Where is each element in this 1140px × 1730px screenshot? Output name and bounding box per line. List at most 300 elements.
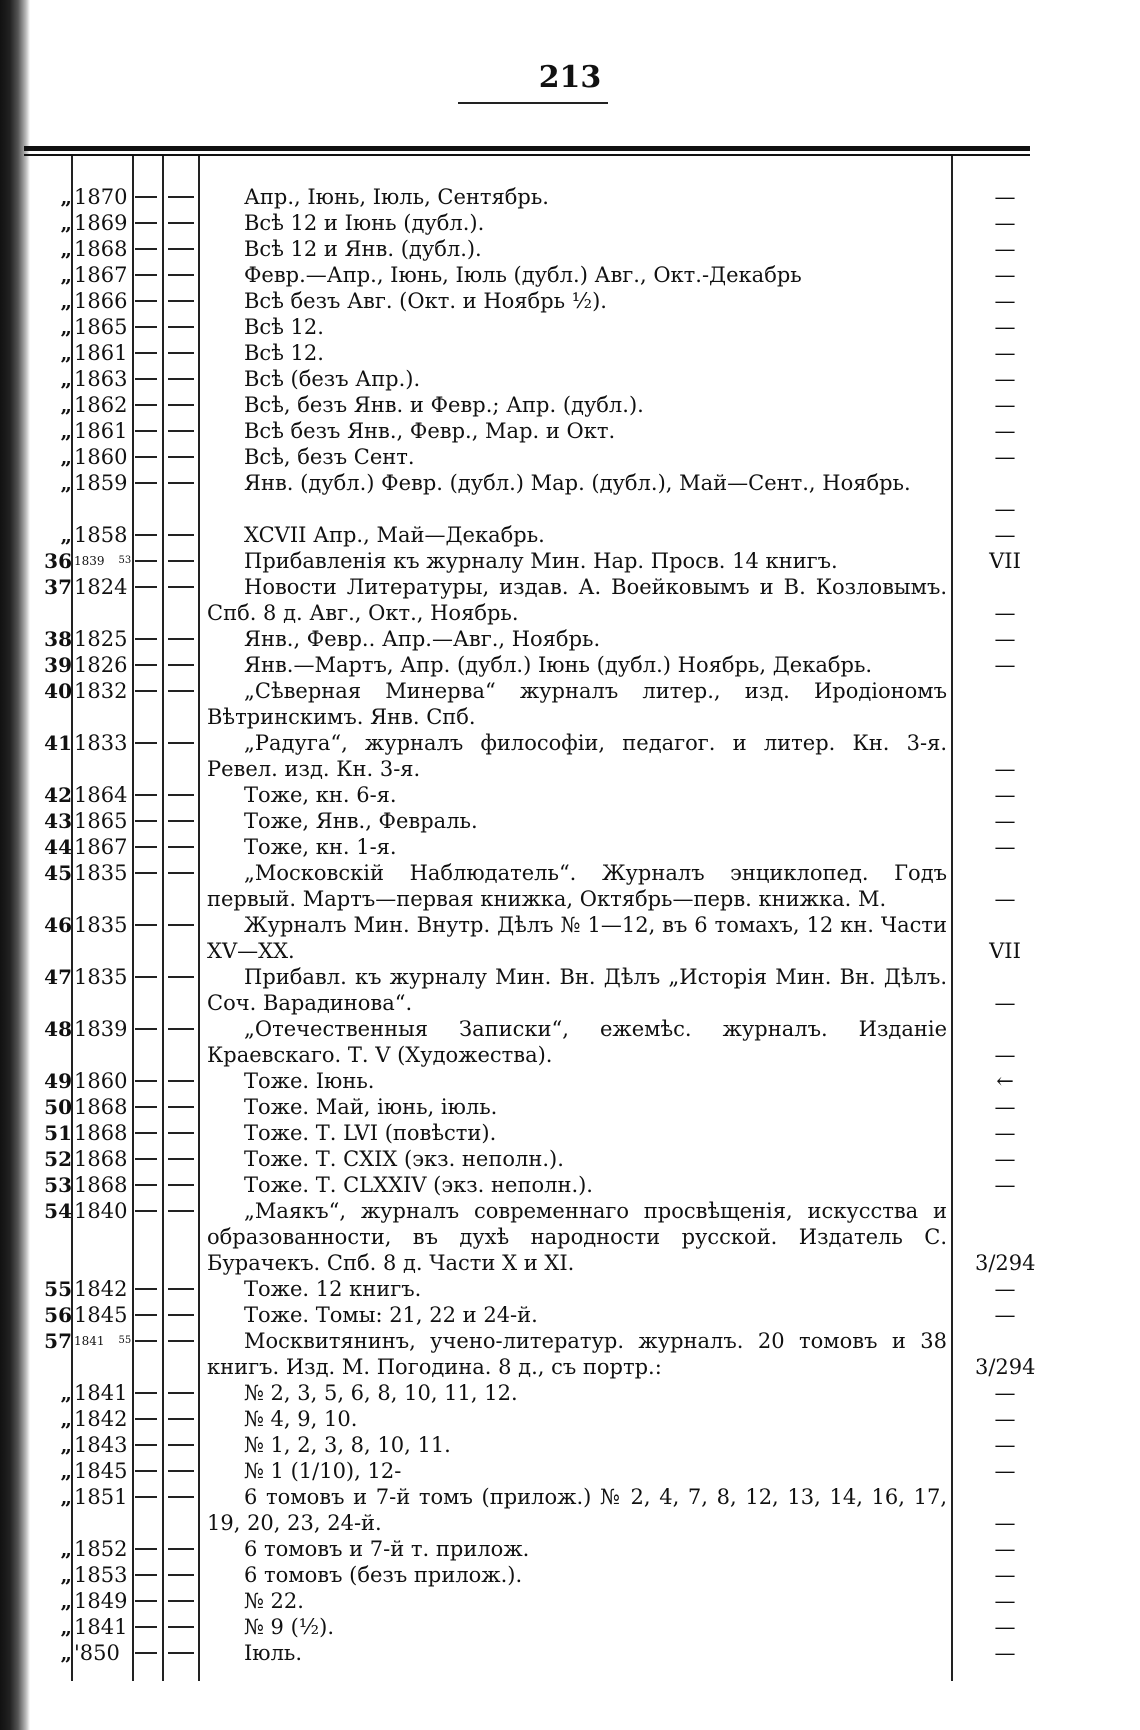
entry-year: 1869 xyxy=(74,211,128,235)
entry-description: Тоже, кн. 6-я. xyxy=(244,783,397,807)
catalog-row xyxy=(0,1276,1140,1302)
entry-description: № 22. xyxy=(244,1589,304,1613)
entry-description: № 1 (1/10), 12- xyxy=(244,1459,402,1483)
entry-shelf-mark: — xyxy=(994,653,1016,677)
entry-year: 1840 xyxy=(74,1199,128,1223)
entry-number: „ xyxy=(60,1615,72,1639)
entry-shelf-mark: — xyxy=(994,809,1016,833)
copies-dash xyxy=(135,742,157,744)
entry-year: 1860 xyxy=(74,445,128,469)
entry-year: 1851 xyxy=(74,1485,128,1509)
catalog-row xyxy=(0,912,1140,964)
entry-shelf-mark: — xyxy=(994,1641,1016,1665)
catalog-row xyxy=(0,548,1140,574)
copies-dash xyxy=(135,1080,157,1082)
entry-description: 6 томовъ и 7-й томъ (прилож.) № 2, 4, 7, 8, 12, 13, 14, 16, 17, 19, 20, 23, 24-й. xyxy=(207,1485,947,1535)
entry-shelf-mark: — xyxy=(994,393,1016,417)
entry-shelf-mark: — xyxy=(994,1433,1016,1457)
catalog-row xyxy=(0,574,1140,626)
copies-dash xyxy=(135,664,157,666)
entry-number: 44 xyxy=(44,835,72,859)
entry-shelf-mark: — xyxy=(994,1407,1016,1431)
entry-year: 1861 xyxy=(74,341,128,365)
catalog-row xyxy=(0,1198,1140,1276)
entry-shelf-mark: — xyxy=(994,1563,1016,1587)
copies-dash xyxy=(135,586,157,588)
entry-shelf-mark: — xyxy=(994,419,1016,443)
entry-description: Іюль. xyxy=(244,1641,303,1665)
copies-dash xyxy=(135,1600,157,1602)
entry-number: 36 xyxy=(44,549,72,573)
entry-description: „Сѣверная Минерва“ журналъ литер., изд. Иродіономъ Вѣтринскимъ. Янв. Спб. xyxy=(207,679,947,729)
volumes-dash xyxy=(168,1080,194,1082)
copies-dash xyxy=(135,924,157,926)
catalog-row xyxy=(0,834,1140,860)
header-rule-thick xyxy=(24,146,1030,151)
entry-shelf-mark: — xyxy=(994,1121,1016,1145)
copies-dash xyxy=(135,1106,157,1108)
entry-shelf-mark: — xyxy=(994,211,1016,235)
entry-description: Тоже. Іюнь. xyxy=(244,1069,375,1093)
volumes-dash xyxy=(168,1028,194,1030)
entry-description: Москвитянинъ, учено-литератур. журналъ. 20 томовъ и 38 книгъ. Изд. М. Погодина. 8 д., съ портр.: xyxy=(207,1329,947,1379)
entry-number: „ xyxy=(60,367,72,391)
entry-year: 1867 xyxy=(74,835,128,859)
entry-description: № 1, 2, 3, 8, 10, 11. xyxy=(244,1433,451,1457)
entry-year-sub: 55 xyxy=(118,1335,132,1346)
entry-year: 1867 xyxy=(74,263,128,287)
catalog-row xyxy=(0,1068,1140,1094)
catalog-row xyxy=(0,522,1140,548)
entry-shelf-mark: — xyxy=(994,237,1016,261)
entry-year: 1868 xyxy=(74,1147,128,1171)
catalog-row xyxy=(0,236,1140,262)
copies-dash xyxy=(135,872,157,874)
entry-description: 6 томовъ и 7-й т. прилож. xyxy=(244,1537,530,1561)
entry-description: Новости Литературы, издав. А. Воейковымъ и В. Козловымъ. Спб. 8 д. Авг., Окт., Ноябрь. xyxy=(207,575,947,625)
entry-number: 55 xyxy=(44,1277,72,1301)
copies-dash xyxy=(135,638,157,640)
entry-description: XCVII Апр., Май—Декабрь. xyxy=(244,523,545,547)
copies-dash xyxy=(135,1652,157,1654)
entry-year xyxy=(74,548,132,574)
volumes-dash xyxy=(168,1288,194,1290)
volumes-dash xyxy=(168,534,194,536)
entry-description: Янв., Февр.. Апр.—Авг., Ноябрь. xyxy=(244,627,601,651)
entry-description: Тоже. Т. LVI (повѣсти). xyxy=(244,1121,497,1145)
entry-description: Всѣ 12. xyxy=(244,341,324,365)
entry-year: 1860 xyxy=(74,1069,128,1093)
entry-shelf-mark: — xyxy=(994,315,1016,339)
entry-shelf-mark: — xyxy=(994,1147,1016,1171)
catalog-row xyxy=(0,730,1140,782)
entry-description: № 4, 9, 10. xyxy=(244,1407,358,1431)
entry-description: № 2, 3, 5, 6, 8, 10, 11, 12. xyxy=(244,1381,518,1405)
entry-number: „ xyxy=(60,341,72,365)
entry-year-value: 1839 xyxy=(74,554,105,568)
entry-year: 1843 xyxy=(74,1433,128,1457)
catalog-row xyxy=(0,1458,1140,1484)
entry-description: „Отечественныя Записки“, ежемѣс. журналъ. Изданіе Краевскаго. Т. V (Художества). xyxy=(207,1017,947,1067)
volumes-dash xyxy=(168,1184,194,1186)
entry-shelf-mark: — xyxy=(994,523,1016,547)
catalog-row xyxy=(0,1328,1140,1380)
entry-number: 53 xyxy=(44,1173,72,1197)
volumes-dash xyxy=(168,872,194,874)
volumes-dash xyxy=(168,378,194,380)
copies-dash xyxy=(135,560,157,562)
entry-year: 1858 xyxy=(74,523,128,547)
catalog-row xyxy=(0,1536,1140,1562)
entry-number: „ xyxy=(60,1537,72,1561)
entry-year: 1863 xyxy=(74,367,128,391)
entry-shelf-mark: VII xyxy=(989,549,1021,573)
entry-number: 54 xyxy=(44,1199,72,1223)
entry-number: „ xyxy=(60,211,72,235)
volumes-dash xyxy=(168,1340,194,1342)
volumes-dash xyxy=(168,820,194,822)
entry-year: 1841 xyxy=(74,1381,128,1405)
entry-number: „ xyxy=(60,1589,72,1613)
entry-shelf-mark: — xyxy=(994,1381,1016,1405)
entry-year: 1868 xyxy=(74,237,128,261)
entry-number: 52 xyxy=(44,1147,72,1171)
entry-number: „ xyxy=(60,1433,72,1457)
catalog-row xyxy=(0,210,1140,236)
entry-year: 1849 xyxy=(74,1589,128,1613)
copies-dash xyxy=(135,1314,157,1316)
entry-shelf-mark: — xyxy=(994,1615,1016,1639)
page-number-underline xyxy=(458,102,608,104)
entry-number: 51 xyxy=(44,1121,72,1145)
entry-number: „ xyxy=(60,1459,72,1483)
copies-dash xyxy=(135,482,157,484)
catalog-row xyxy=(0,1640,1140,1666)
volumes-dash xyxy=(168,1158,194,1160)
entry-number: „ xyxy=(60,1563,72,1587)
entry-year: 1864 xyxy=(74,783,128,807)
entry-number: 50 xyxy=(44,1095,72,1119)
entry-number: 41 xyxy=(44,731,72,755)
entry-number: 46 xyxy=(44,913,72,937)
entry-number: 42 xyxy=(44,783,72,807)
entry-number: „ xyxy=(60,1485,72,1509)
entry-description: Тоже. Т. CXIX (экз. неполн.). xyxy=(244,1147,564,1171)
copies-dash xyxy=(135,1210,157,1212)
entry-description: Тоже. Т. CLXXIV (экз. неполн.). xyxy=(244,1173,593,1197)
entry-description: Тоже. Май, іюнь, іюль. xyxy=(244,1095,498,1119)
entry-description: „Маякъ“, журналъ современнаго просвѣщенія, искусства и образованности, въ духѣ народности русской. Издатель С. Бурачекъ. Спб. 8 д. Части X и XI. xyxy=(207,1199,947,1275)
volumes-dash xyxy=(168,1392,194,1394)
volumes-dash xyxy=(168,1470,194,1472)
entry-number: 56 xyxy=(44,1303,72,1327)
catalog-table xyxy=(0,184,1140,1666)
entry-shelf-mark: — xyxy=(994,835,1016,859)
copies-dash xyxy=(135,1158,157,1160)
entry-year: '850 xyxy=(74,1641,120,1665)
volumes-dash xyxy=(168,1314,194,1316)
catalog-row xyxy=(0,1172,1140,1198)
copies-dash xyxy=(135,1548,157,1550)
volumes-dash xyxy=(168,274,194,276)
entry-year: 1826 xyxy=(74,653,128,677)
copies-dash xyxy=(135,1496,157,1498)
volumes-dash xyxy=(168,976,194,978)
catalog-row xyxy=(0,1614,1140,1640)
entry-number: „ xyxy=(60,289,72,313)
entry-description: Всѣ 12 и Янв. (дубл.). xyxy=(244,237,482,261)
volumes-dash xyxy=(168,742,194,744)
catalog-row xyxy=(0,184,1140,210)
catalog-row xyxy=(0,652,1140,678)
catalog-row xyxy=(0,1406,1140,1432)
entry-number: 40 xyxy=(44,679,72,703)
entry-year: 1868 xyxy=(74,1095,128,1119)
page-number: 213 xyxy=(538,60,602,95)
entry-year: 1868 xyxy=(74,1121,128,1145)
volumes-dash xyxy=(168,222,194,224)
entry-year: 1835 xyxy=(74,861,128,885)
copies-dash xyxy=(135,1184,157,1186)
copies-dash xyxy=(135,300,157,302)
entry-shelf-mark: — xyxy=(994,185,1016,209)
entry-number: 45 xyxy=(44,861,72,885)
entry-shelf-mark: — xyxy=(994,783,1016,807)
entry-year: 1845 xyxy=(74,1303,128,1327)
entry-year: 1842 xyxy=(74,1277,128,1301)
volumes-dash xyxy=(168,1574,194,1576)
catalog-row xyxy=(0,418,1140,444)
catalog-row xyxy=(0,366,1140,392)
entry-shelf-mark: — xyxy=(994,1589,1016,1613)
volumes-dash xyxy=(168,924,194,926)
entry-year: 1853 xyxy=(74,1563,128,1587)
entry-year-sub: 53 xyxy=(118,555,132,566)
entry-shelf-mark: — xyxy=(994,289,1016,313)
copies-dash xyxy=(135,430,157,432)
entry-description: Прибавл. къ журналу Мин. Вн. Дѣлъ „Исторія Мин. Вн. Дѣлъ. Соч. Варадинова“. xyxy=(207,965,947,1015)
volumes-dash xyxy=(168,352,194,354)
entry-description: „Московскій Наблюдатель“. Журналъ энциклопед. Годъ первый. Мартъ—первая книжка, Октябрь—перв. книжка. М. xyxy=(207,861,947,911)
entry-year: 1859 xyxy=(74,471,128,495)
entry-number: „ xyxy=(60,263,72,287)
entry-description: Янв. (дубл.) Февр. (дубл.) Мар. (дубл.), Май—Сент., Ноябрь. xyxy=(244,471,911,495)
entry-year: 1841 xyxy=(74,1615,128,1639)
volumes-dash xyxy=(168,248,194,250)
catalog-row xyxy=(0,392,1140,418)
catalog-row xyxy=(0,1146,1140,1172)
catalog-row xyxy=(0,340,1140,366)
volumes-dash xyxy=(168,430,194,432)
catalog-row xyxy=(0,964,1140,1016)
entry-description: Журналъ Мин. Внутр. Дѣлъ № 1—12, въ 6 томахъ, 12 кн. Части XV—XX. xyxy=(207,913,947,963)
copies-dash xyxy=(135,1574,157,1576)
volumes-dash xyxy=(168,404,194,406)
catalog-row xyxy=(0,808,1140,834)
entry-year: 1845 xyxy=(74,1459,128,1483)
entry-description: Всѣ безъ Янв., Февр., Мар. и Окт. xyxy=(244,419,616,443)
volumes-dash xyxy=(168,690,194,692)
entry-shelf-mark: ← xyxy=(996,1069,1014,1093)
copies-dash xyxy=(135,1340,157,1342)
entry-number: 48 xyxy=(44,1017,72,1041)
copies-dash xyxy=(135,456,157,458)
entry-shelf-mark: — xyxy=(994,263,1016,287)
entry-shelf-mark: — xyxy=(994,1277,1016,1301)
entry-year: 1865 xyxy=(74,809,128,833)
catalog-row xyxy=(0,1094,1140,1120)
entry-description: Всѣ, безъ Янв. и Февр.; Апр. (дубл.). xyxy=(244,393,644,417)
catalog-row xyxy=(0,314,1140,340)
entry-number: „ xyxy=(60,471,72,495)
entry-number: „ xyxy=(60,185,72,209)
volumes-dash xyxy=(168,560,194,562)
entry-year: 1870 xyxy=(74,185,128,209)
copies-dash xyxy=(135,196,157,198)
copies-dash xyxy=(135,248,157,250)
volumes-dash xyxy=(168,300,194,302)
volumes-dash xyxy=(168,326,194,328)
catalog-row xyxy=(0,1588,1140,1614)
entry-number: „ xyxy=(60,419,72,443)
copies-dash xyxy=(135,1028,157,1030)
entry-description: Тоже, кн. 1-я. xyxy=(244,835,397,859)
volumes-dash xyxy=(168,664,194,666)
volumes-dash xyxy=(168,1626,194,1628)
entry-number: 37 xyxy=(44,575,72,599)
catalog-row xyxy=(0,860,1140,912)
catalog-row xyxy=(0,1380,1140,1406)
entry-year: 1866 xyxy=(74,289,128,313)
volumes-dash xyxy=(168,1444,194,1446)
entry-year xyxy=(74,1328,132,1354)
catalog-row xyxy=(0,470,1140,522)
entry-shelf-mark: — xyxy=(994,445,1016,469)
copies-dash xyxy=(135,1288,157,1290)
entry-number: 49 xyxy=(44,1069,72,1093)
entry-number: „ xyxy=(60,393,72,417)
entry-year: 1835 xyxy=(74,965,128,989)
entry-year: 1835 xyxy=(74,913,128,937)
copies-dash xyxy=(135,326,157,328)
entry-shelf-mark: — xyxy=(994,1511,1016,1535)
copies-dash xyxy=(135,352,157,354)
copies-dash xyxy=(135,1418,157,1420)
entry-description: Всѣ 12 и Іюнь (дубл.). xyxy=(244,211,485,235)
entry-shelf-mark: — xyxy=(994,1459,1016,1483)
volumes-dash xyxy=(168,794,194,796)
entry-year: 1865 xyxy=(74,315,128,339)
entry-shelf-mark: — xyxy=(994,1095,1016,1119)
catalog-row xyxy=(0,1120,1140,1146)
entry-year: 1833 xyxy=(74,731,128,755)
catalog-row xyxy=(0,1016,1140,1068)
entry-description: Янв.—Мартъ, Апр. (дубл.) Іюнь (дубл.) Ноябрь, Декабрь. xyxy=(244,653,873,677)
entry-shelf-mark: — xyxy=(994,991,1016,1015)
copies-dash xyxy=(135,1626,157,1628)
header-rule-thin xyxy=(24,154,1030,156)
volumes-dash xyxy=(168,586,194,588)
copies-dash xyxy=(135,1132,157,1134)
entry-description: Тоже. Томы: 21, 22 и 24-й. xyxy=(244,1303,538,1327)
volumes-dash xyxy=(168,1652,194,1654)
entry-description: Тоже. 12 книгъ. xyxy=(244,1277,422,1301)
entry-shelf-mark: — xyxy=(994,757,1016,781)
copies-dash xyxy=(135,1444,157,1446)
entry-year: 1839 xyxy=(74,1017,128,1041)
catalog-row xyxy=(0,678,1140,730)
copies-dash xyxy=(135,378,157,380)
entry-description: Всѣ безъ Авг. (Окт. и Ноябрь ½). xyxy=(244,289,607,313)
entry-description: № 9 (½). xyxy=(244,1615,334,1639)
entry-shelf-mark: — xyxy=(994,887,1016,911)
copies-dash xyxy=(135,690,157,692)
catalog-row xyxy=(0,262,1140,288)
catalog-row xyxy=(0,1484,1140,1536)
catalog-row xyxy=(0,626,1140,652)
copies-dash xyxy=(135,534,157,536)
entry-description: Всѣ 12. xyxy=(244,315,324,339)
catalog-row xyxy=(0,444,1140,470)
entry-year: 1861 xyxy=(74,419,128,443)
copies-dash xyxy=(135,846,157,848)
catalog-row xyxy=(0,288,1140,314)
entry-number: 38 xyxy=(44,627,72,651)
entry-description: 6 томовъ (безъ прилож.). xyxy=(244,1563,523,1587)
entry-number: 57 xyxy=(44,1329,72,1353)
catalog-row xyxy=(0,1432,1140,1458)
entry-shelf-mark: — xyxy=(994,497,1016,521)
catalog-row xyxy=(0,1562,1140,1588)
entry-shelf-mark: 3/294 xyxy=(975,1355,1036,1379)
entry-year: 1862 xyxy=(74,393,128,417)
volumes-dash xyxy=(168,1548,194,1550)
entry-description: „Радуга“, журналъ философіи, педагог. и литер. Кн. 3-я. Ревел. изд. Кн. 3-я. xyxy=(207,731,947,781)
volumes-dash xyxy=(168,1418,194,1420)
entry-description: Апр., Іюнь, Іюль, Сентябрь. xyxy=(244,185,549,209)
volumes-dash xyxy=(168,1132,194,1134)
entry-shelf-mark: — xyxy=(994,1043,1016,1067)
copies-dash xyxy=(135,1392,157,1394)
copies-dash xyxy=(135,404,157,406)
entry-shelf-mark: — xyxy=(994,1173,1016,1197)
entry-shelf-mark: — xyxy=(994,1303,1016,1327)
volumes-dash xyxy=(168,1600,194,1602)
entry-number: 47 xyxy=(44,965,72,989)
copies-dash xyxy=(135,820,157,822)
copies-dash xyxy=(135,222,157,224)
copies-dash xyxy=(135,274,157,276)
catalog-row xyxy=(0,1302,1140,1328)
entry-number: 39 xyxy=(44,653,72,677)
volumes-dash xyxy=(168,196,194,198)
entry-description: Всѣ, безъ Сент. xyxy=(244,445,415,469)
entry-shelf-mark: 3/294 xyxy=(975,1251,1036,1275)
entry-shelf-mark: — xyxy=(994,627,1016,651)
catalog-row xyxy=(0,782,1140,808)
volumes-dash xyxy=(168,1210,194,1212)
volumes-dash xyxy=(168,846,194,848)
entry-description: Февр.—Апр., Іюнь, Іюль (дубл.) Авг., Окт.-Декабрь xyxy=(244,263,802,287)
entry-shelf-mark: — xyxy=(994,341,1016,365)
entry-number: „ xyxy=(60,523,72,547)
entry-number: „ xyxy=(60,1641,72,1665)
entry-number: „ xyxy=(60,445,72,469)
entry-number: „ xyxy=(60,315,72,339)
volumes-dash xyxy=(168,1496,194,1498)
copies-dash xyxy=(135,976,157,978)
volumes-dash xyxy=(168,456,194,458)
